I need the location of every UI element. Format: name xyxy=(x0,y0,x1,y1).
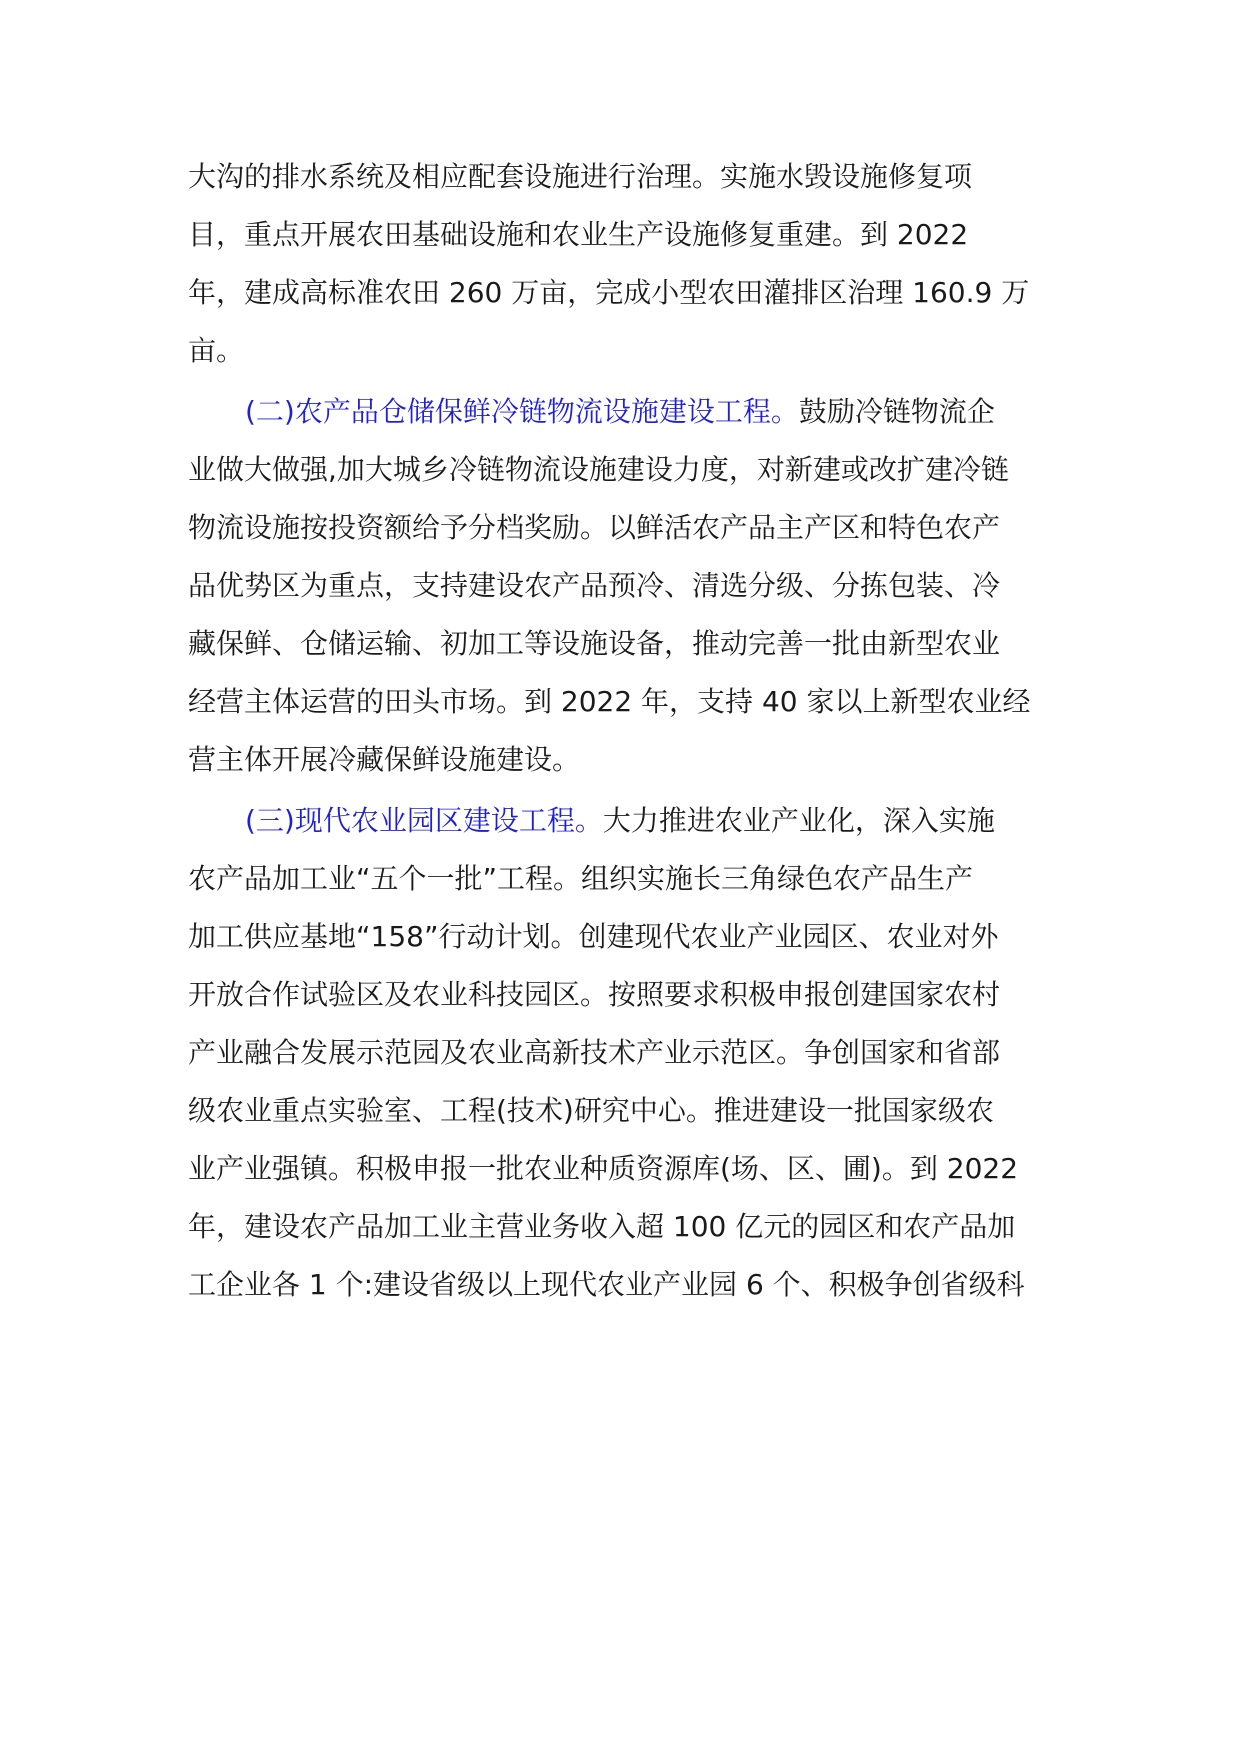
paragraph-line: 年，建成高标准农田 260 万亩，完成小型农田灌排区治理 160.9 万 xyxy=(188,276,1030,309)
paragraph-line: 大沟的排水系统及相应配套设施进行治理。实施水毁设施修复项 xyxy=(188,160,973,193)
paragraph-line: 营主体开展冷藏保鲜设施建设。 xyxy=(188,743,581,776)
section-3-heading: (三)现代农业园区建设工程。 xyxy=(245,804,603,837)
paragraph-line: 加工供应基地“158”行动计划。创建现代农业产业园区、农业对外 xyxy=(188,920,999,953)
paragraph-line: 开放合作试验区及农业科技园区。按照要求积极申报创建国家农村 xyxy=(188,978,1001,1011)
paragraph-line: 亩。 xyxy=(188,334,245,367)
paragraph-line: 品优势区为重点，支持建设农产品预冷、清选分级、分拣包装、冷 xyxy=(188,569,1001,602)
paragraph-line: 业做大做强,加大城乡冷链物流设施建设力度，对新建或改扩建冷链 xyxy=(188,453,1009,486)
section-2-lead-text: 鼓励冷链物流企 xyxy=(798,395,995,428)
section-3-first-line xyxy=(245,801,995,841)
paragraph-line: 工企业各 1 个:建设省级以上现代农业产业园 6 个、积极争创省级科 xyxy=(188,1268,1025,1301)
paragraph-line: 藏保鲜、仓储运输、初加工等设施设备，推动完善一批由新型农业 xyxy=(188,627,1001,660)
paragraph-line: 产业融合发展示范园及农业高新技术产业示范区。争创国家和省部 xyxy=(188,1036,1001,1069)
section-2-heading: (二)农产品仓储保鲜冷链物流设施建设工程。 xyxy=(245,395,799,428)
section-2-first-line xyxy=(245,392,995,432)
paragraph-line: 农产品加工业“五个一批”工程。组织实施长三角绿色农产品生产 xyxy=(188,862,974,895)
paragraph-line: 物流设施按投资额给予分档奖励。以鲜活农产品主产区和特色农产 xyxy=(188,511,1001,544)
paragraph-line: 目，重点开展农田基础设施和农业生产设施修复重建。到 2022 xyxy=(188,218,969,251)
paragraph-line: 年，建设农产品加工业主营业务收入超 100 亿元的园区和农产品加 xyxy=(188,1210,1016,1243)
paragraph-line: 级农业重点实验室、工程(技术)研究中心。推进建设一批国家级农 xyxy=(188,1094,994,1127)
paragraph-line: 业产业强镇。积极申报一批农业种质资源库(场、区、圃)。到 2022 xyxy=(188,1152,1019,1185)
section-3-lead-text: 大力推进农业产业化，深入实施 xyxy=(602,804,995,837)
paragraph-line: 经营主体运营的田头市场。到 2022 年，支持 40 家以上新型农业经 xyxy=(188,685,1031,718)
